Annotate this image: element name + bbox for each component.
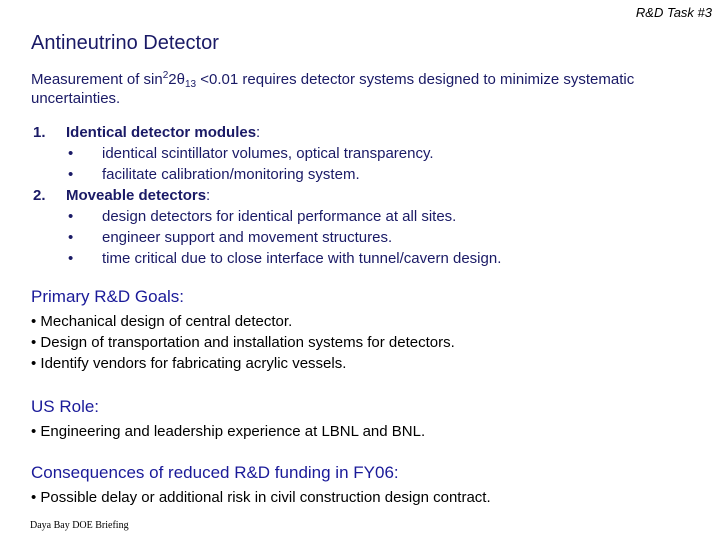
bullet-list (33, 143, 693, 185)
list-item (33, 143, 693, 164)
bullet-text: design detectors for identical performance at all sites. (102, 208, 457, 225)
intro-mid: 2θ (168, 71, 185, 88)
footer: Daya Bay DOE Briefing (30, 520, 129, 531)
bullet-dot: • (68, 166, 74, 183)
list-item: • Design of transportation and installation systems for detectors. (31, 334, 455, 351)
item-heading-bold: Identical detector modules (66, 124, 257, 141)
bullet-dot: • (68, 208, 74, 225)
section-body-rd-goals (31, 311, 455, 374)
item-number: 2. (33, 187, 46, 204)
item-heading (66, 122, 693, 143)
bullet-text: engineer support and movement structures. (102, 229, 393, 246)
section-title-consequences: Consequences of reduced R&D funding in FY06: (31, 463, 399, 482)
list-item: • Possible delay or additional risk in civil construction design contract. (31, 489, 491, 506)
bullet-text: time critical due to close interface with tunnel/cavern design. (102, 250, 502, 267)
intro-pre: Measurement of sin (31, 71, 163, 88)
list-item (33, 206, 693, 227)
bullet-list (33, 206, 693, 269)
bullet-dot: • (68, 229, 74, 246)
item-heading-suffix: : (256, 124, 261, 141)
list-item: • Engineering and leadership experience at LBNL and BNL. (31, 423, 426, 440)
intro-sup: 2 (162, 70, 169, 81)
intro-sub: 13 (184, 79, 197, 90)
bullet-text: identical scintillator volumes, optical transparency. (102, 145, 434, 162)
section-body-consequences (31, 487, 491, 508)
numbered-item (33, 122, 693, 143)
numbered-item (33, 185, 693, 206)
item-number: 1. (33, 124, 46, 141)
section-title-us-role: US Role: (31, 397, 100, 416)
list-item (33, 164, 693, 185)
bullet-dot: • (68, 250, 74, 267)
list-item: • Mechanical design of central detector. (31, 313, 293, 330)
list-item: • Identify vendors for fabricating acrylic vessels. (31, 355, 347, 372)
task-label: R&D Task #3 (635, 5, 712, 20)
numbered-list (33, 122, 693, 269)
bullet-dot: • (68, 145, 74, 162)
item-heading-suffix: : (206, 187, 211, 204)
item-heading-bold: Moveable detectors (66, 187, 207, 204)
intro-post: <0.01 requires detector systems designed to minimize systematic uncertainties. (31, 71, 635, 107)
slide-title: Antineutrino Detector (31, 32, 219, 54)
section-title-rd-goals: Primary R&D Goals: (31, 287, 185, 306)
section-body-us-role (31, 421, 425, 442)
list-item (33, 248, 693, 269)
intro-text (31, 70, 701, 108)
bullet-text: facilitate calibration/monitoring system. (102, 166, 360, 183)
list-item (33, 227, 693, 248)
item-heading (66, 185, 693, 206)
